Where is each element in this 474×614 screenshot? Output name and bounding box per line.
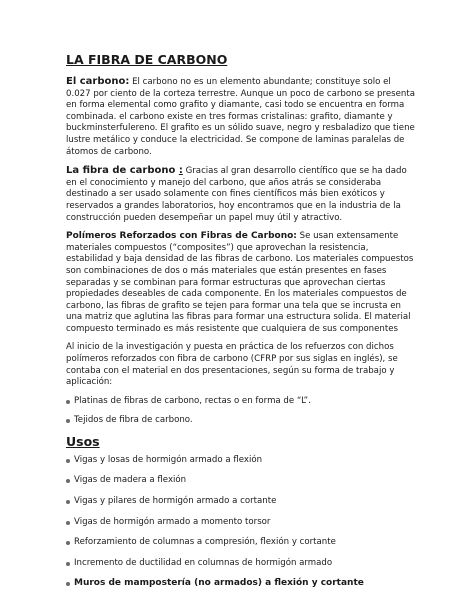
paragraph-fibra-lead: La fibra de carbono — [66, 165, 179, 177]
list-item: Reforzamiento de columnas a compresión, flexión y cortante — [66, 537, 416, 548]
section-title-usos: Usos — [66, 433, 100, 449]
list-item: Vigas y pilares de hormigón armado a cortante — [66, 496, 416, 507]
paragraph-polimeros-text: Se usan extensamente materiales compuestos (“composites”) que aprovechan la resistencia, estabilidad y baja densidad de las fibras de carbono. Los materiales compuestos son combinaciones de dos o más materiales que están presentes en fases separadas y se combinan para formar estructuras que aprovechan ciertas propiedades deseables de cada componente. En los materiales compuestos de carbono, las fibras de grafito se tejen para formar una tela que se incrusta en una matriz que aglutina las fibras para formar una estructura solida. El material compuesto terminado es más resistente que cualquiera de sus componentes — [66, 231, 414, 334]
bullet-icon — [66, 419, 70, 423]
presentaciones-list — [66, 396, 416, 426]
paragraph-fibra-text: Gracias al gran desarrollo científico que se ha dado en el conocimiento y manejo del carbono, que años atrás se consideraba destinado a ser usado solamente con fines científicos más bien exóticos y reservados a grandes laboratorios, hoy encontramos que en la industria de la construcción pueden desempeñar un papel muy útil y atractivo. — [66, 166, 407, 223]
paragraph-fibra-colon: : — [178, 165, 183, 177]
bullet-icon — [66, 541, 70, 545]
list-item: Vigas y losas de hormigón armado a flexión — [66, 455, 416, 466]
paragraph-investigacion — [66, 342, 416, 388]
paragraph-carbono — [66, 76, 416, 158]
bullet-icon — [66, 459, 70, 463]
bullet-icon — [66, 400, 70, 404]
usos-list — [66, 455, 416, 590]
document-title: LA FIBRA DE CARBONO — [66, 52, 228, 67]
bullet-icon — [66, 521, 70, 525]
list-item: Tejidos de fibra de carbono. — [66, 415, 416, 426]
paragraph-polimeros-lead: Polímeros Reforzados con Fibras de Carbono: — [66, 231, 297, 242]
paragraph-carbono-lead: El carbono: — [66, 76, 130, 87]
paragraph-polimeros — [66, 231, 416, 335]
list-item: Vigas de hormigón armado a momento torsor — [66, 517, 416, 528]
bullet-icon — [66, 582, 70, 586]
list-item: Incremento de ductilidad en columnas de hormigón armado — [66, 558, 416, 569]
document-page — [66, 52, 416, 599]
list-item: Vigas de madera a flexión — [66, 475, 416, 486]
paragraph-investigacion-text: Al inicio de la investigación y puesta en práctica de los refuerzos con dichos polímeros reforzados con fibra de carbono (CFRP por sus siglas en inglés), se contaba con el material en dos presentaciones, según su forma de trabajo y aplicación: — [66, 342, 398, 388]
list-item: Muros de mampostería (no armados) a flexión y cortante — [66, 578, 416, 589]
paragraph-carbono-text: El carbono no es un elemento abundante; constituye solo el 0.027 por ciento de la corteza terrestre. Aunque un poco de carbono se presenta en forma elemental como grafito y diamante, casi todo se encuentra en forma combinada. el carbono existe en tres formas cristalinas: grafito, diamante y buckminsterfulereno. El grafito es un sólido suave, negro y resbaladizo que tiene lustre metálico y conduce la electricidad. Se compone de laminas paralelas de átomos de carbono. — [66, 77, 415, 157]
list-item: Platinas de fibras de carbono, rectas o en forma de “L”. — [66, 396, 416, 407]
bullet-icon — [66, 562, 70, 566]
bullet-icon — [66, 500, 70, 504]
bullet-icon — [66, 479, 70, 483]
paragraph-fibra-carbono — [66, 165, 416, 224]
